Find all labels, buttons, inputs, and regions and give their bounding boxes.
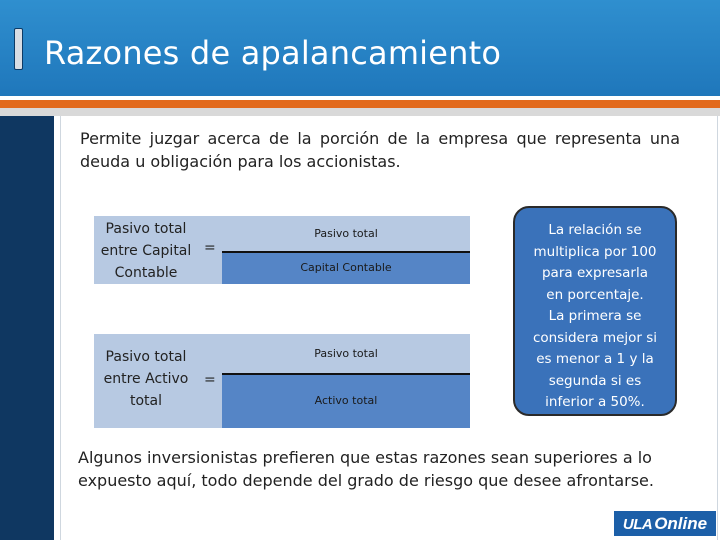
- logo-part: ULA: [622, 516, 653, 533]
- denominator-box: [222, 374, 470, 428]
- numerator-text: Pasivo total: [314, 347, 378, 360]
- formula-label-line: Pasivo total: [105, 349, 187, 365]
- formula-label-line: total: [129, 393, 162, 409]
- formula-label-box: [94, 334, 222, 428]
- fraction-line: [222, 373, 470, 375]
- slide-title: Razones de apalancamiento: [44, 34, 502, 72]
- title-bar: [0, 0, 720, 96]
- note-line: La relación se: [548, 222, 642, 238]
- equals-sign: =: [204, 372, 216, 388]
- formula-label-line: Contable: [114, 265, 178, 281]
- note-line: inferior a 50%.: [545, 394, 645, 410]
- formula-label-line: entre Activo: [103, 371, 189, 387]
- formula-capital: [94, 216, 470, 284]
- note-line: en porcentaje.: [546, 286, 644, 303]
- note-line: multiplica por 100: [533, 243, 657, 260]
- note-line: segunda si es: [548, 372, 642, 389]
- formula-label: [94, 218, 198, 284]
- note-box: [513, 206, 677, 416]
- note-line: para expresarla: [541, 265, 649, 281]
- outro-text: Algunos inversionistas prefieren que estas razones sean superiores a lo expuesto aquí, todo depende del grado de riesgo que desee afrontarse.: [78, 448, 654, 490]
- note-line: La primera se: [548, 308, 642, 324]
- formula-label-line: Pasivo total: [105, 221, 187, 237]
- note-line: considera mejor si: [532, 329, 658, 346]
- note-line: es menor a 1 y la: [536, 351, 654, 367]
- numerator-text: Pasivo total: [314, 227, 378, 240]
- ula-online-logo: [614, 511, 716, 536]
- grey-divider: [0, 108, 720, 116]
- logo-part: Online: [654, 514, 708, 533]
- numerator-box: [222, 216, 470, 252]
- denominator-text: Activo total: [314, 394, 378, 407]
- formula-label: [94, 346, 198, 412]
- fraction-line: [222, 251, 470, 253]
- intro-text: Permite juzgar acerca de la porción de la empresa que representa una deuda u obligación para los accionistas.: [80, 129, 680, 171]
- note-text: [523, 220, 667, 414]
- title-marker: [14, 28, 23, 70]
- formula-label-box: [94, 216, 222, 284]
- numerator-box: [222, 334, 470, 374]
- left-sidebar: [0, 116, 54, 540]
- equals-sign: =: [204, 240, 216, 256]
- orange-divider: [0, 100, 720, 108]
- formula-label-line: entre Capital: [100, 243, 192, 259]
- denominator-text: Capital Contable: [300, 261, 392, 274]
- formula-activo: [94, 334, 470, 428]
- denominator-box: [222, 252, 470, 284]
